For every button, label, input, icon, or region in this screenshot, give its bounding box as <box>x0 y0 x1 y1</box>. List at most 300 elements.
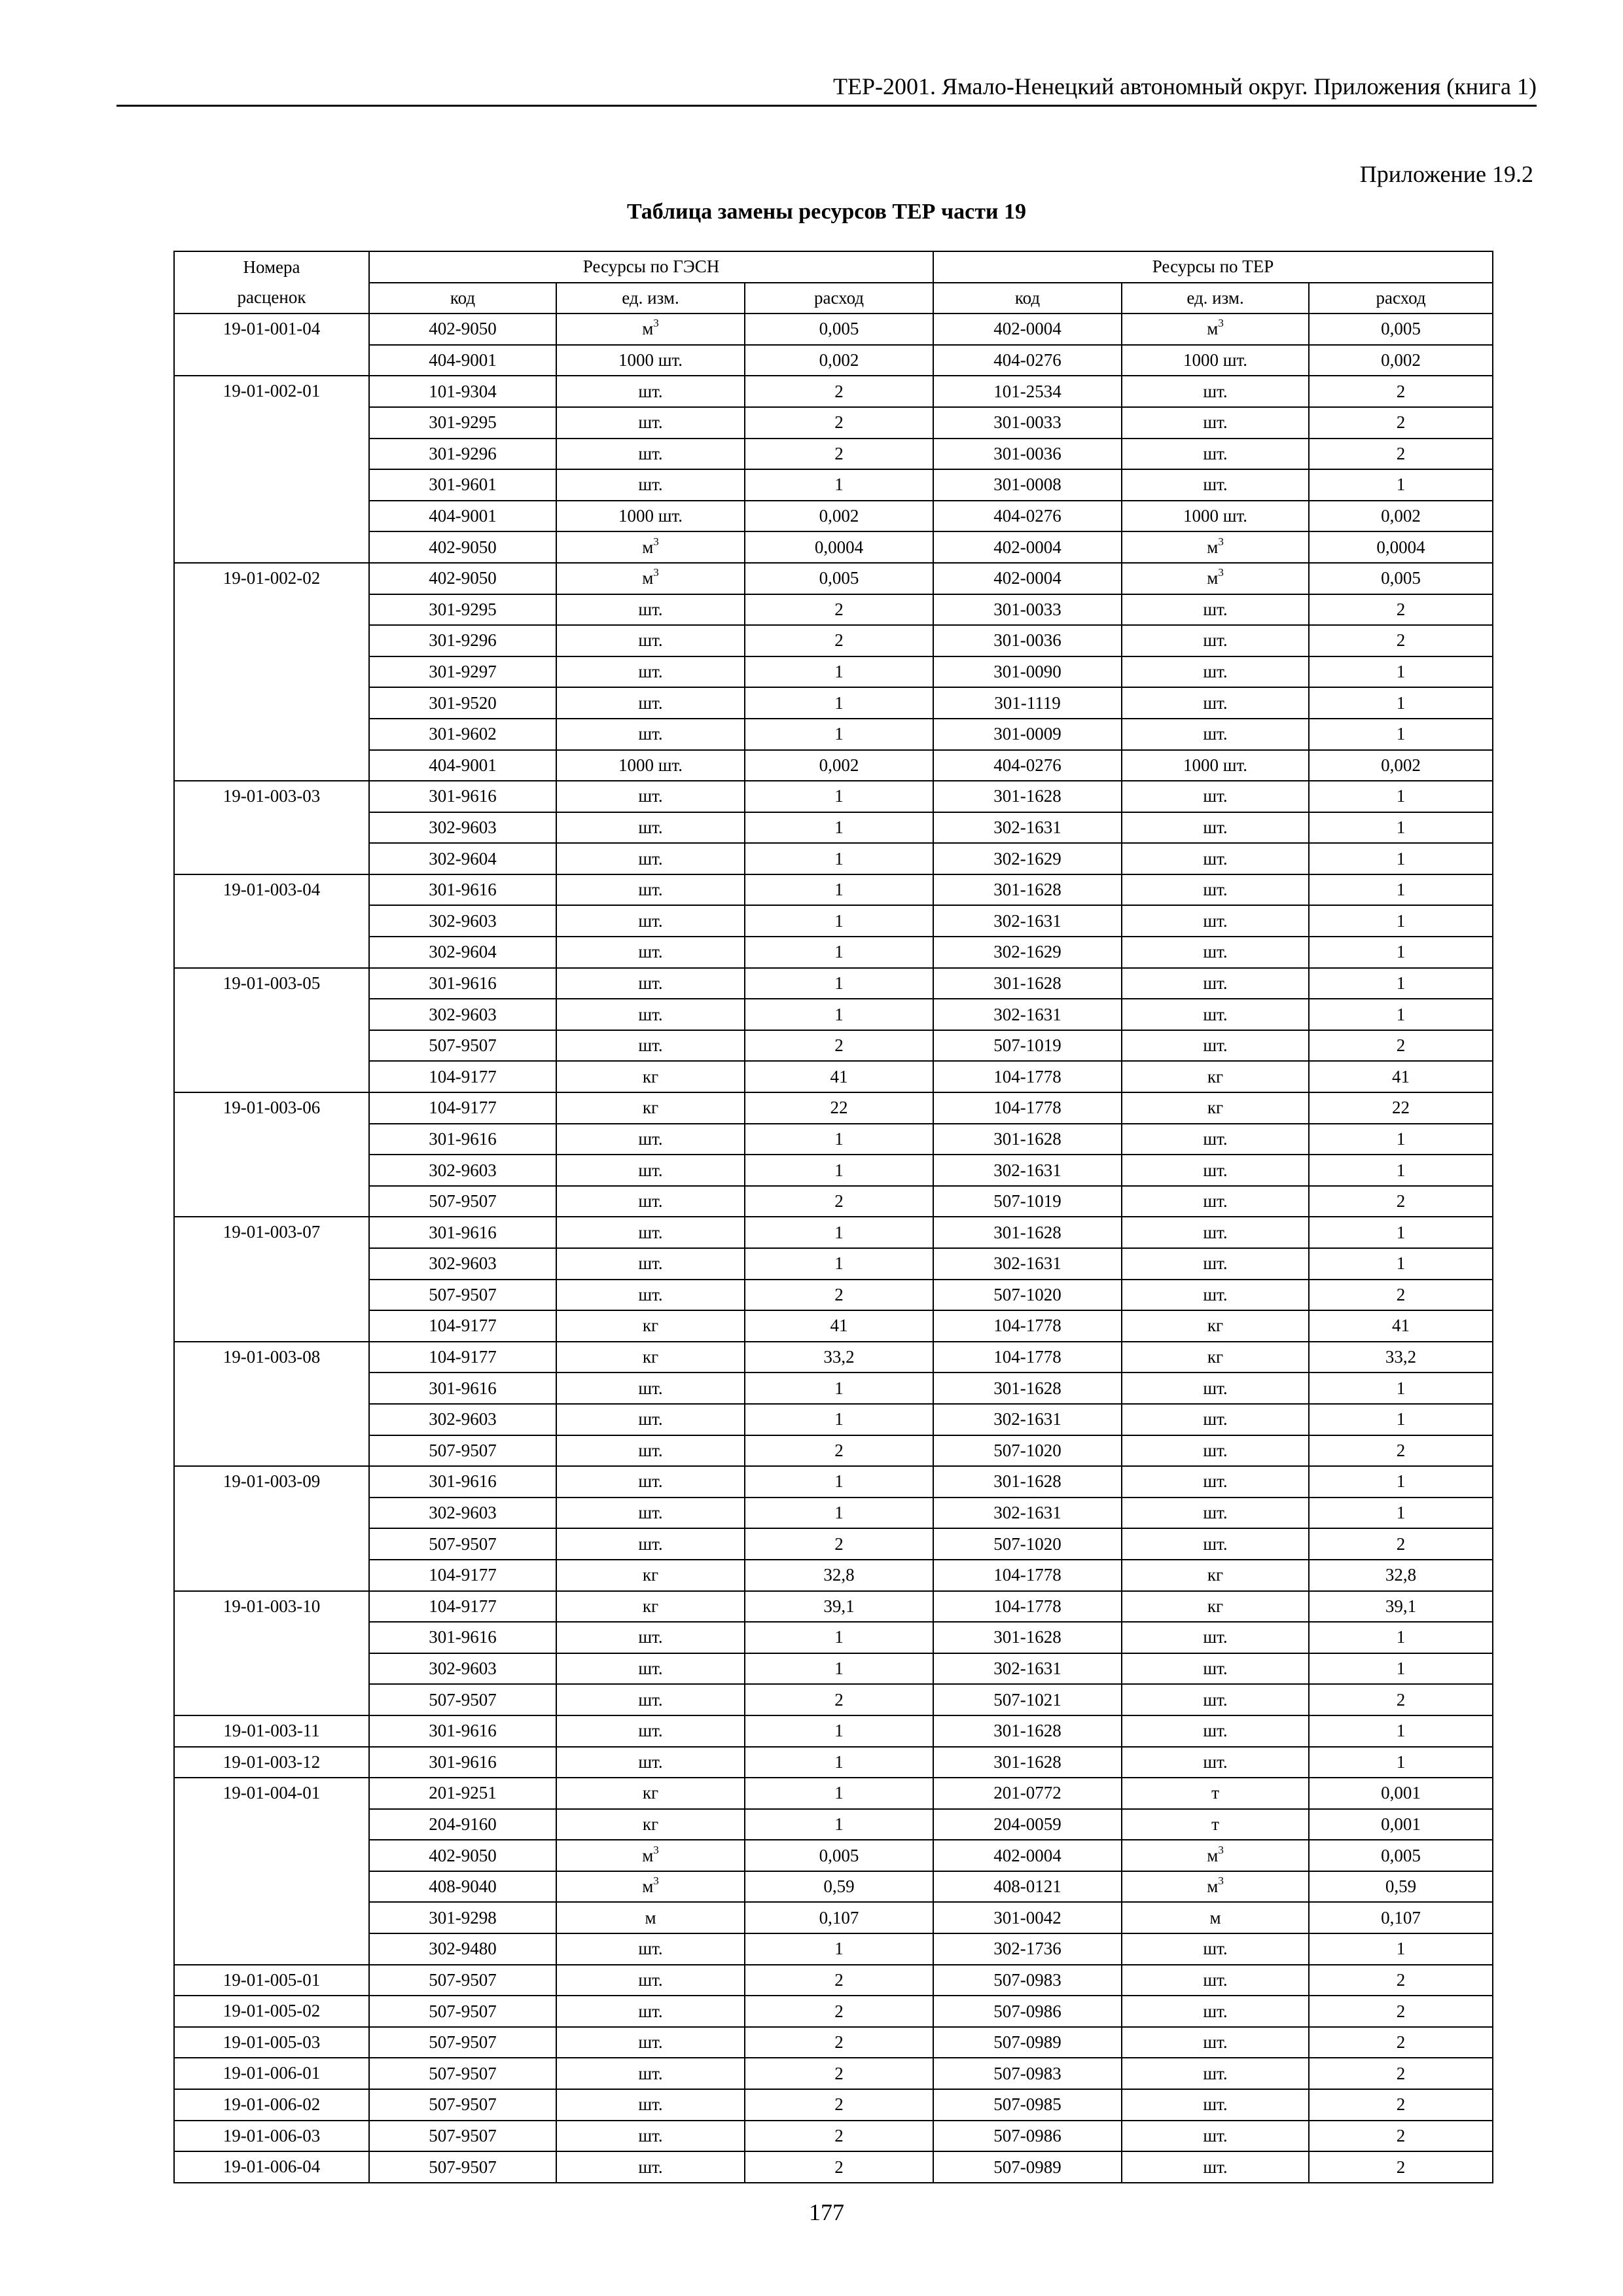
ter-amount-cell: 2 <box>1309 2151 1493 2183</box>
gesn-code-cell: 302-9603 <box>369 1653 556 1685</box>
gesn-unit-cell: шт. <box>556 812 745 844</box>
gesn-unit-cell: шт. <box>556 1217 745 1248</box>
gesn-unit-cell: шт. <box>556 1248 745 1280</box>
gesn-code-cell: 302-9604 <box>369 937 556 968</box>
gesn-unit-cell: кг <box>556 1778 745 1809</box>
ter-amount-cell: 1 <box>1309 999 1493 1030</box>
ter-code-cell: 302-1629 <box>933 843 1122 874</box>
rate-number-cell <box>174 1248 369 1280</box>
ter-unit-cell: шт. <box>1122 1653 1309 1685</box>
rate-number-cell <box>174 656 369 688</box>
table-row <box>174 1965 1493 1996</box>
ter-amount-cell: 1 <box>1309 1155 1493 1186</box>
ter-code-cell: 507-0986 <box>933 2121 1122 2152</box>
rate-number-cell <box>174 1622 369 1653</box>
gesn-unit-cell: 1000 шт. <box>556 501 745 532</box>
gesn-code-cell: 302-9603 <box>369 1248 556 1280</box>
gesn-code-cell: 104-9177 <box>369 1342 556 1373</box>
gesn-amount-cell: 2 <box>745 1030 933 1062</box>
rate-number-cell <box>174 905 369 937</box>
ter-amount-cell: 1 <box>1309 1933 1493 1965</box>
ter-code-cell: 507-0983 <box>933 2058 1122 2089</box>
gesn-code-cell: 104-9177 <box>369 1560 556 1591</box>
ter-amount-cell: 1 <box>1309 687 1493 719</box>
gesn-unit-cell: шт. <box>556 1435 745 1467</box>
rate-number-cell: 19-01-006-01 <box>174 2058 369 2089</box>
gesn-code-cell: 402-9050 <box>369 531 556 563</box>
ter-unit-cell: шт. <box>1122 905 1309 937</box>
rate-number-cell <box>174 719 369 750</box>
table-row <box>174 376 1493 407</box>
gesn-amount-cell: 1 <box>745 999 933 1030</box>
gesn-unit-cell: шт. <box>556 2151 745 2183</box>
ter-amount-cell: 0,001 <box>1309 1778 1493 1809</box>
ter-unit-cell: шт. <box>1122 2151 1309 2183</box>
ter-amount-cell: 2 <box>1309 1528 1493 1560</box>
gesn-code-cell: 507-9507 <box>369 1280 556 1311</box>
ter-amount-cell: 1 <box>1309 1498 1493 1529</box>
rate-number-cell <box>174 1653 369 1685</box>
gesn-unit-cell: $м^3$ <box>556 1840 745 1871</box>
gesn-code-cell: 301-9616 <box>369 968 556 999</box>
ter-unit-cell: шт. <box>1122 1622 1309 1653</box>
table-row <box>174 501 1493 532</box>
gesn-unit-cell: кг <box>556 1591 745 1623</box>
table-row <box>174 1622 1493 1653</box>
rate-number-cell <box>174 1809 369 1840</box>
gesn-amount-cell: 1 <box>745 1498 933 1529</box>
header-ter-group: Ресурсы по ТЕР <box>933 251 1493 283</box>
gesn-amount-cell: 2 <box>745 2121 933 2152</box>
rate-number-cell: 19-01-005-02 <box>174 1996 369 2027</box>
ter-amount-cell: 1 <box>1309 812 1493 844</box>
ter-code-cell: 301-1628 <box>933 1124 1122 1155</box>
rate-number-cell: 19-01-006-02 <box>174 2089 369 2121</box>
gesn-unit-cell: шт. <box>556 1280 745 1311</box>
gesn-amount-cell: 2 <box>745 625 933 656</box>
rate-number-cell <box>174 1902 369 1933</box>
header-gesn-code: код <box>369 283 556 314</box>
ter-code-cell: 301-0033 <box>933 594 1122 626</box>
table-row <box>174 563 1493 594</box>
gesn-amount-cell: 2 <box>745 407 933 439</box>
rate-number-cell: 19-01-003-09 <box>174 1466 369 1498</box>
rate-number-cell <box>174 1435 369 1467</box>
gesn-code-cell: 408-9040 <box>369 1871 556 1903</box>
ter-code-cell: 301-1628 <box>933 781 1122 812</box>
gesn-code-cell: 201-9251 <box>369 1778 556 1809</box>
header-num-top: Номера <box>174 251 369 283</box>
header-gesn-amount: расход <box>745 283 933 314</box>
gesn-code-cell: 507-9507 <box>369 1965 556 1996</box>
ter-amount-cell: 2 <box>1309 2121 1493 2152</box>
rate-number-cell <box>174 750 369 781</box>
rate-number-cell <box>174 937 369 968</box>
ter-code-cell: 302-1631 <box>933 812 1122 844</box>
rate-number-cell <box>174 531 369 563</box>
gesn-code-cell: 302-9480 <box>369 1933 556 1965</box>
gesn-unit-cell: шт. <box>556 1747 745 1778</box>
ter-unit-cell: кг <box>1122 1310 1309 1342</box>
ter-amount-cell: 2 <box>1309 1684 1493 1715</box>
ter-code-cell: 301-1628 <box>933 1747 1122 1778</box>
gesn-code-cell: 507-9507 <box>369 1528 556 1560</box>
table-row <box>174 1809 1493 1840</box>
ter-amount-cell: 2 <box>1309 1996 1493 2027</box>
gesn-unit-cell: $м^3$ <box>556 314 745 345</box>
gesn-unit-cell: шт. <box>556 1186 745 1217</box>
ter-code-cell: 104-1778 <box>933 1342 1122 1373</box>
rate-number-cell <box>174 1310 369 1342</box>
ter-amount-cell: 1 <box>1309 1715 1493 1747</box>
ter-unit-cell: 1000 шт. <box>1122 750 1309 781</box>
table-row <box>174 1778 1493 1809</box>
ter-code-cell: 301-1628 <box>933 874 1122 906</box>
gesn-code-cell: 402-9050 <box>369 314 556 345</box>
rate-number-cell: 19-01-003-10 <box>174 1591 369 1623</box>
ter-unit-cell: шт. <box>1122 1155 1309 1186</box>
ter-unit-cell: шт. <box>1122 1684 1309 1715</box>
ter-amount-cell: 2 <box>1309 1186 1493 1217</box>
ter-code-cell: 301-1628 <box>933 1715 1122 1747</box>
gesn-amount-cell: 1 <box>745 719 933 750</box>
gesn-amount-cell: 1 <box>745 937 933 968</box>
ter-unit-cell: шт. <box>1122 439 1309 470</box>
ter-code-cell: 301-1628 <box>933 968 1122 999</box>
rate-number-cell <box>174 1498 369 1529</box>
ter-code-cell: 507-1019 <box>933 1030 1122 1062</box>
gesn-amount-cell: 2 <box>745 1965 933 1996</box>
gesn-amount-cell: 1 <box>745 1653 933 1685</box>
ter-unit-cell: $м^3$ <box>1122 314 1309 345</box>
rate-number-cell <box>174 687 369 719</box>
gesn-amount-cell: 1 <box>745 469 933 501</box>
ter-unit-cell: шт. <box>1122 1280 1309 1311</box>
gesn-amount-cell: 1 <box>745 1933 933 1965</box>
ter-code-cell: 408-0121 <box>933 1871 1122 1903</box>
gesn-unit-cell: шт. <box>556 439 745 470</box>
gesn-code-cell: 507-9507 <box>369 1435 556 1467</box>
rate-number-cell <box>174 1840 369 1871</box>
ter-amount-cell: 1 <box>1309 905 1493 937</box>
header-ter-code: код <box>933 283 1122 314</box>
ter-unit-cell: шт. <box>1122 999 1309 1030</box>
gesn-unit-cell: кг <box>556 1310 745 1342</box>
ter-amount-cell: 0,0004 <box>1309 531 1493 563</box>
gesn-code-cell: 302-9603 <box>369 1155 556 1186</box>
rate-number-cell: 19-01-005-03 <box>174 2027 369 2058</box>
table-row <box>174 345 1493 376</box>
ter-amount-cell: 1 <box>1309 1248 1493 1280</box>
ter-unit-cell: шт. <box>1122 843 1309 874</box>
rate-number-cell <box>174 345 369 376</box>
table-row <box>174 1310 1493 1342</box>
table-row <box>174 1466 1493 1498</box>
ter-code-cell: 507-0983 <box>933 1965 1122 1996</box>
table-row <box>174 1124 1493 1155</box>
table-row <box>174 2058 1493 2089</box>
table-row <box>174 1902 1493 1933</box>
gesn-amount-cell: 1 <box>745 1622 933 1653</box>
rate-number-cell: 19-01-003-03 <box>174 781 369 812</box>
gesn-unit-cell: шт. <box>556 1933 745 1965</box>
ter-code-cell: 507-1019 <box>933 1186 1122 1217</box>
ter-code-cell: 301-0036 <box>933 439 1122 470</box>
gesn-code-cell: 104-9177 <box>369 1061 556 1092</box>
rate-number-cell <box>174 1933 369 1965</box>
ter-unit-cell: шт. <box>1122 1404 1309 1435</box>
rate-number-cell <box>174 1684 369 1715</box>
gesn-amount-cell: 2 <box>745 376 933 407</box>
gesn-code-cell: 301-9601 <box>369 469 556 501</box>
gesn-unit-cell: шт. <box>556 687 745 719</box>
rate-number-cell <box>174 1404 369 1435</box>
table-row <box>174 2121 1493 2152</box>
gesn-unit-cell: кг <box>556 1560 745 1591</box>
ter-unit-cell: кг <box>1122 1092 1309 1124</box>
ter-amount-cell: 2 <box>1309 1030 1493 1062</box>
ter-unit-cell: шт. <box>1122 781 1309 812</box>
table-row <box>174 594 1493 626</box>
resource-replacement-table <box>173 251 1493 2183</box>
gesn-amount-cell: 1 <box>745 1124 933 1155</box>
header-num-bottom: расценок <box>174 283 369 314</box>
ter-amount-cell: 2 <box>1309 2027 1493 2058</box>
table-row <box>174 1715 1493 1747</box>
ter-code-cell: 507-1020 <box>933 1528 1122 1560</box>
ter-amount-cell: 2 <box>1309 439 1493 470</box>
ter-amount-cell: 2 <box>1309 376 1493 407</box>
gesn-amount-cell: 1 <box>745 1809 933 1840</box>
ter-unit-cell: 1000 шт. <box>1122 501 1309 532</box>
ter-unit-cell: шт. <box>1122 1372 1309 1404</box>
ter-amount-cell: 2 <box>1309 1965 1493 1996</box>
rate-number-cell: 19-01-003-04 <box>174 874 369 906</box>
gesn-amount-cell: 1 <box>745 1248 933 1280</box>
ter-code-cell: 104-1778 <box>933 1061 1122 1092</box>
ter-amount-cell: 1 <box>1309 1217 1493 1248</box>
gesn-unit-cell: шт. <box>556 656 745 688</box>
gesn-amount-cell: 1 <box>745 905 933 937</box>
ter-amount-cell: 41 <box>1309 1061 1493 1092</box>
header-rule <box>116 105 1537 107</box>
ter-amount-cell: 0,59 <box>1309 1871 1493 1903</box>
table-row <box>174 314 1493 345</box>
gesn-code-cell: 301-9616 <box>369 1372 556 1404</box>
gesn-code-cell: 302-9603 <box>369 1404 556 1435</box>
gesn-amount-cell: 1 <box>745 1778 933 1809</box>
rate-number-cell <box>174 501 369 532</box>
ter-unit-cell: шт. <box>1122 2058 1309 2089</box>
gesn-unit-cell: шт. <box>556 1155 745 1186</box>
gesn-unit-cell: шт. <box>556 905 745 937</box>
ter-code-cell: 301-1628 <box>933 1622 1122 1653</box>
ter-unit-cell: шт. <box>1122 1996 1309 2027</box>
rate-number-cell <box>174 1186 369 1217</box>
gesn-unit-cell: шт. <box>556 1715 745 1747</box>
gesn-code-cell: 301-9616 <box>369 1622 556 1653</box>
ter-code-cell: 507-1020 <box>933 1435 1122 1467</box>
rate-number-cell <box>174 1061 369 1092</box>
gesn-amount-cell: 2 <box>745 2151 933 2183</box>
ter-unit-cell: $м^3$ <box>1122 1840 1309 1871</box>
ter-code-cell: 301-1628 <box>933 1372 1122 1404</box>
page-number: 177 <box>809 2199 844 2225</box>
appendix-label: Приложение 19.2 <box>1359 161 1533 187</box>
ter-code-cell: 402-0004 <box>933 531 1122 563</box>
rate-number-cell: 19-01-005-01 <box>174 1965 369 1996</box>
rate-number-cell: 19-01-003-11 <box>174 1715 369 1747</box>
table-row <box>174 1372 1493 1404</box>
gesn-amount-cell: 39,1 <box>745 1591 933 1623</box>
ter-unit-cell: шт. <box>1122 376 1309 407</box>
table-row <box>174 1747 1493 1778</box>
gesn-unit-cell: шт. <box>556 843 745 874</box>
ter-unit-cell: м <box>1122 1902 1309 1933</box>
ter-unit-cell: шт. <box>1122 2121 1309 2152</box>
ter-code-cell: 302-1629 <box>933 937 1122 968</box>
gesn-code-cell: 101-9304 <box>369 376 556 407</box>
ter-amount-cell: 2 <box>1309 2089 1493 2121</box>
gesn-code-cell: 404-9001 <box>369 501 556 532</box>
ter-code-cell: 104-1778 <box>933 1310 1122 1342</box>
gesn-unit-cell: шт. <box>556 469 745 501</box>
running-header: ТЕР-2001. Ямало-Ненецкий автономный округ. Приложения (книга 1) <box>833 73 1537 99</box>
ter-code-cell: 204-0059 <box>933 1809 1122 1840</box>
rate-number-cell <box>174 594 369 626</box>
ter-unit-cell: $м^3$ <box>1122 531 1309 563</box>
gesn-amount-cell: 1 <box>745 656 933 688</box>
ter-code-cell: 507-1020 <box>933 1280 1122 1311</box>
ter-unit-cell: шт. <box>1122 594 1309 626</box>
gesn-code-cell: 104-9177 <box>369 1092 556 1124</box>
ter-unit-cell: шт. <box>1122 1933 1309 1965</box>
gesn-unit-cell: шт. <box>556 2121 745 2152</box>
gesn-unit-cell: шт. <box>556 376 745 407</box>
gesn-unit-cell: шт. <box>556 937 745 968</box>
ter-code-cell: 301-1628 <box>933 1217 1122 1248</box>
table-row <box>174 656 1493 688</box>
header-ter-unit: ед. изм. <box>1122 283 1309 314</box>
ter-code-cell: 507-0986 <box>933 1996 1122 2027</box>
rate-number-cell <box>174 812 369 844</box>
gesn-code-cell: 301-9295 <box>369 407 556 439</box>
ter-code-cell: 302-1631 <box>933 905 1122 937</box>
gesn-code-cell: 302-9603 <box>369 812 556 844</box>
gesn-amount-cell: 0,002 <box>745 750 933 781</box>
ter-amount-cell: 0,002 <box>1309 750 1493 781</box>
ter-unit-cell: шт. <box>1122 1528 1309 1560</box>
gesn-code-cell: 507-9507 <box>369 1186 556 1217</box>
ter-amount-cell: 2 <box>1309 407 1493 439</box>
gesn-unit-cell: шт. <box>556 719 745 750</box>
ter-unit-cell: шт. <box>1122 1965 1309 1996</box>
gesn-unit-cell: шт. <box>556 968 745 999</box>
ter-amount-cell: 1 <box>1309 719 1493 750</box>
gesn-unit-cell: 1000 шт. <box>556 750 745 781</box>
gesn-code-cell: 507-9507 <box>369 2151 556 2183</box>
gesn-unit-cell: шт. <box>556 1466 745 1498</box>
ter-code-cell: 507-0985 <box>933 2089 1122 2121</box>
gesn-amount-cell: 2 <box>745 2027 933 2058</box>
ter-unit-cell: кг <box>1122 1061 1309 1092</box>
table-row <box>174 1684 1493 1715</box>
table-row <box>174 937 1493 968</box>
gesn-code-cell: 402-9050 <box>369 563 556 594</box>
gesn-unit-cell: шт. <box>556 1996 745 2027</box>
ter-unit-cell: шт. <box>1122 2089 1309 2121</box>
gesn-amount-cell: 0,005 <box>745 314 933 345</box>
ter-unit-cell: $м^3$ <box>1122 1871 1309 1903</box>
rate-number-cell <box>174 439 369 470</box>
gesn-unit-cell: шт. <box>556 407 745 439</box>
rate-number-cell <box>174 1871 369 1903</box>
ter-amount-cell: 2 <box>1309 594 1493 626</box>
table-row <box>174 968 1493 999</box>
gesn-amount-cell: 41 <box>745 1310 933 1342</box>
ter-amount-cell: 0,005 <box>1309 1840 1493 1871</box>
ter-unit-cell: т <box>1122 1809 1309 1840</box>
table-row <box>174 1280 1493 1311</box>
table-row <box>174 999 1493 1030</box>
ter-code-cell: 301-0036 <box>933 625 1122 656</box>
ter-amount-cell: 2 <box>1309 2058 1493 2089</box>
gesn-code-cell: 302-9603 <box>369 905 556 937</box>
ter-unit-cell: шт. <box>1122 1498 1309 1529</box>
gesn-unit-cell: шт. <box>556 2027 745 2058</box>
gesn-code-cell: 301-9295 <box>369 594 556 626</box>
ter-code-cell: 101-2534 <box>933 376 1122 407</box>
gesn-unit-cell: шт. <box>556 1404 745 1435</box>
rate-number-cell: 19-01-006-03 <box>174 2121 369 2152</box>
gesn-amount-cell: 1 <box>745 1466 933 1498</box>
ter-amount-cell: 22 <box>1309 1092 1493 1124</box>
gesn-unit-cell: шт. <box>556 625 745 656</box>
gesn-unit-cell: шт. <box>556 1030 745 1062</box>
ter-amount-cell: 1 <box>1309 937 1493 968</box>
ter-unit-cell: шт. <box>1122 625 1309 656</box>
table-row <box>174 625 1493 656</box>
ter-unit-cell: шт. <box>1122 2027 1309 2058</box>
table-row <box>174 439 1493 470</box>
gesn-amount-cell: 0,0004 <box>745 531 933 563</box>
gesn-code-cell: 302-9603 <box>369 1498 556 1529</box>
ter-code-cell: 302-1736 <box>933 1933 1122 1965</box>
gesn-unit-cell: шт. <box>556 2089 745 2121</box>
ter-code-cell: 302-1631 <box>933 999 1122 1030</box>
ter-amount-cell: 0,002 <box>1309 501 1493 532</box>
table-row <box>174 1933 1493 1965</box>
gesn-unit-cell: шт. <box>556 1528 745 1560</box>
table-row <box>174 1653 1493 1685</box>
ter-amount-cell: 1 <box>1309 1466 1493 1498</box>
gesn-unit-cell: $м^3$ <box>556 531 745 563</box>
table-row <box>174 2089 1493 2121</box>
table-row <box>174 407 1493 439</box>
ter-amount-cell: 1 <box>1309 1747 1493 1778</box>
ter-code-cell: 301-0090 <box>933 656 1122 688</box>
table-row <box>174 1092 1493 1124</box>
rate-number-cell <box>174 1030 369 1062</box>
gesn-amount-cell: 2 <box>745 1435 933 1467</box>
rate-number-cell <box>174 1155 369 1186</box>
gesn-unit-cell: шт. <box>556 1965 745 1996</box>
gesn-code-cell: 507-9507 <box>369 2058 556 2089</box>
ter-code-cell: 302-1631 <box>933 1248 1122 1280</box>
gesn-amount-cell: 2 <box>745 1996 933 2027</box>
ter-unit-cell: шт. <box>1122 1435 1309 1467</box>
rate-number-cell: 19-01-003-07 <box>174 1217 369 1248</box>
